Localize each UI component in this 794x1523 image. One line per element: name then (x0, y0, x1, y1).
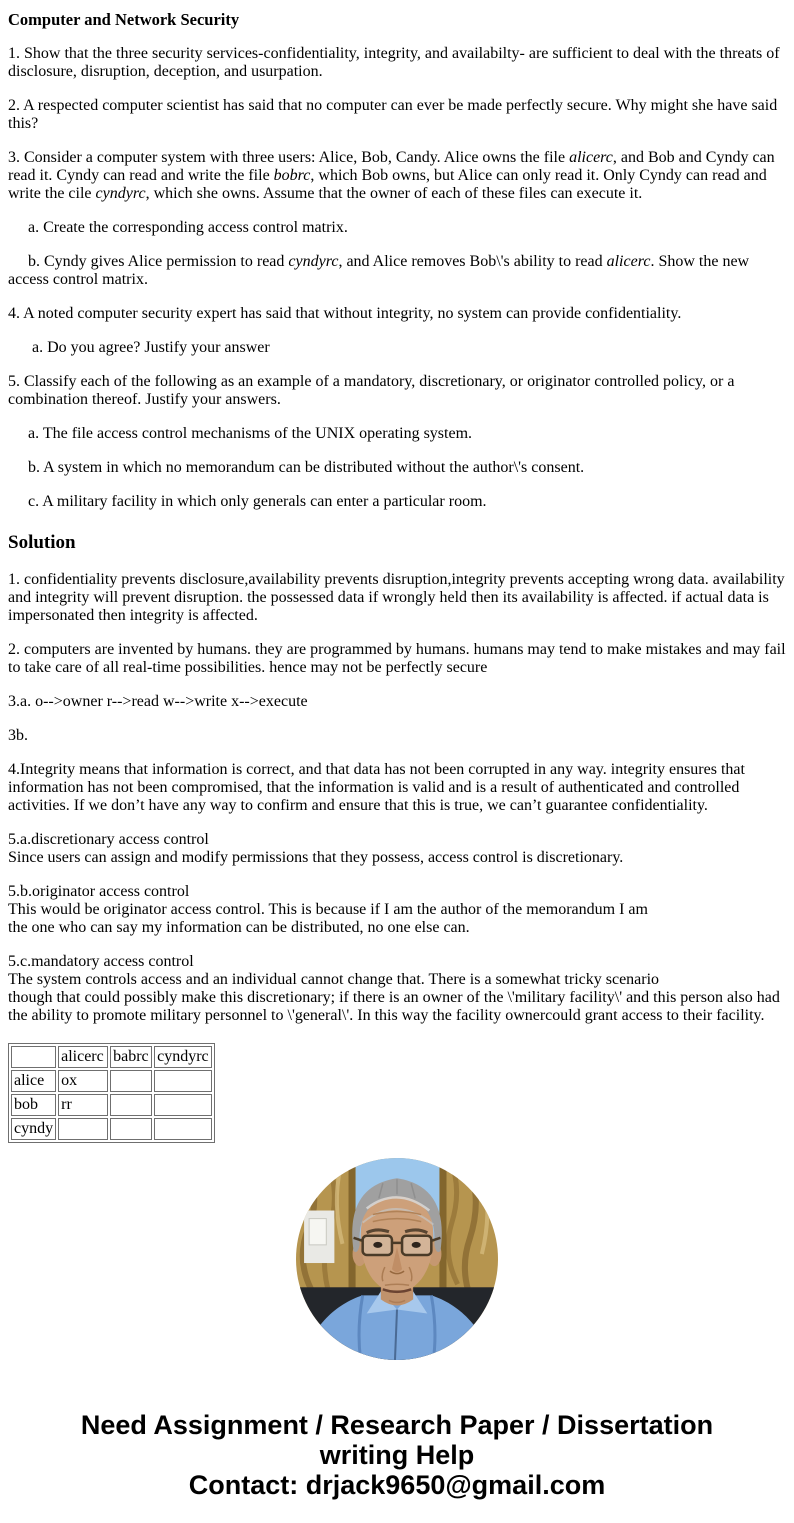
photo-container (8, 1158, 786, 1360)
solution-5c (8, 953, 786, 1025)
footer-line: writing Help (319, 1440, 475, 1470)
solution-4: 4.Integrity means that information is correct, and that data has not been corrupted in any way. integrity ensures that information has not been compromised, that the information is valid and is a result of authenticated and controlled activities. If we don’t have any way to confirm and ensure that this is true, we can’t guarantee confidentiality. (8, 761, 745, 814)
table-cell (154, 1094, 212, 1116)
solution-1: 1. confidentiality prevents disclosure,availability prevents disruption,integrity prevents accepting wrong data. availability and integrity will prevent disruption. the possessed data if wrongly held then its availability is affected. if actual data is impersonated then integrity is affected. (8, 571, 785, 624)
table-cell (110, 1070, 152, 1092)
table-cell (58, 1118, 108, 1140)
filename-bobrc: bobrc (273, 167, 311, 184)
question-5a: a. The file access control mechanisms of the UNIX operating system. (8, 425, 473, 442)
solution-5c-heading: 5.c.mandatory access control (8, 953, 194, 970)
filename-alicerc: alicerc (606, 253, 651, 270)
question-3-text: 3. Consider a computer system with three users: Alice, Bob, Candy. Alice owns the file (8, 149, 570, 166)
table-cell: cyndyrc (154, 1046, 212, 1068)
table-cell: alice (11, 1070, 56, 1092)
question-3-text: , and Bob and Cyndy can read it. Cyndy can read and write the file (8, 149, 775, 184)
table-cell: babrc (110, 1046, 152, 1068)
solution-5a (8, 831, 786, 867)
solution-5c-body: The system controls access and an individual cannot change that. There is a somewhat tricky scenario (8, 971, 660, 988)
question-3a: a. Create the corresponding access control matrix. (8, 219, 348, 236)
access-control-matrix-table (8, 1043, 215, 1143)
table-cell: bob (11, 1094, 56, 1116)
question-3-text: , which Bob owns, but Alice can only read it. Only Cyndy can read and write the cile (8, 167, 767, 202)
person-photo (296, 1158, 498, 1360)
question-3b (8, 253, 786, 289)
filename-cyndyrc: cyndyrc (288, 253, 339, 270)
filename-cyndyrc: cyndyrc (95, 185, 146, 202)
question-1: 1. Show that the three security services-confidentiality, integrity, and availabilty- are sufficient to deal with the threats of disclosure, disruption, deception, and usurpation. (8, 45, 780, 80)
question-5b: b. A system in which no memorandum can be distributed without the author\'s consent. (8, 459, 585, 476)
access-control-matrix-clip (8, 1043, 786, 1137)
solution-5a-heading: 5.a.discretionary access control (8, 831, 209, 848)
table-cell: alicerc (58, 1046, 108, 1068)
table-cell (110, 1118, 152, 1140)
question-3 (8, 149, 786, 203)
solution-5b-heading: 5.b.originator access control (8, 883, 190, 900)
table-cell (154, 1070, 212, 1092)
solution-heading: Solution (8, 532, 76, 553)
question-4a: a. Do you agree? Justify your answer (8, 339, 270, 356)
solution-2: 2. computers are invented by humans. they are programmed by humans. humans may tend to make mistakes and may fail to take care of all real-time possibilities. hence may not be perfectly secure (8, 641, 786, 676)
table-cell: rr (58, 1094, 108, 1116)
solution-5b (8, 883, 786, 937)
footer-line: Need Assignment / Research Paper / Dissertation (80, 1410, 714, 1440)
question-3b-text: . Show the new access control matrix. (8, 253, 750, 288)
table-row (11, 1094, 212, 1116)
solution-5a-body: Since users can assign and modify permissions that they possess, access control is discretionary. (8, 849, 624, 866)
question-2: 2. A respected computer scientist has said that no computer can ever be made perfectly secure. Why might she have said this? (8, 97, 778, 132)
solution-5b-body: This would be originator access control. This is because if I am the author of the memorandum I am (8, 901, 648, 918)
table-cell (154, 1118, 212, 1140)
table-cell (110, 1094, 152, 1116)
person-photo-illustration (296, 1158, 498, 1360)
table-cell (11, 1046, 56, 1068)
table-cell: cyndy (11, 1118, 56, 1140)
footer-contact-email: Contact: drjack9650@gmail.com (188, 1470, 606, 1500)
question-3b-text: b. Cyndy gives Alice permission to read (8, 253, 289, 270)
solution-3a: 3.a. o-->owner r-->read w-->write x-->execute (8, 693, 308, 710)
solution-5b-body: the one who can say my information can be distributed, no one else can. (8, 919, 470, 936)
table-header-row (11, 1046, 212, 1068)
solution-5c-body: the ability to promote military personnel to \'general\'. In this way the facility ownercould grant access to their facility. (8, 1007, 765, 1024)
filename-alicerc: alicerc (569, 149, 613, 166)
table-row (11, 1070, 212, 1092)
solution-3b: 3b. (8, 727, 28, 744)
question-3b-text: , and Alice removes Bob\'s ability to read (338, 253, 607, 270)
footer-banner (8, 1410, 786, 1500)
question-5: 5. Classify each of the following as an example of a mandatory, discretionary, or originator controlled policy, or a combination thereof. Justify your answers. (8, 373, 735, 408)
solution-5c-body: though that could possibly make this discretionary; if there is an owner of the \'military facility\' and this person also had (8, 989, 780, 1006)
question-5c: c. A military facility in which only generals can enter a particular room. (8, 493, 487, 510)
page-title: Computer and Network Security (8, 10, 240, 29)
table-cell: ox (58, 1070, 108, 1092)
question-3-text: , which she owns. Assume that the owner of each of these files can execute it. (145, 185, 643, 202)
question-4: 4. A noted computer security expert has said that without integrity, no system can provide confidentiality. (8, 305, 682, 322)
table-row (11, 1118, 212, 1140)
